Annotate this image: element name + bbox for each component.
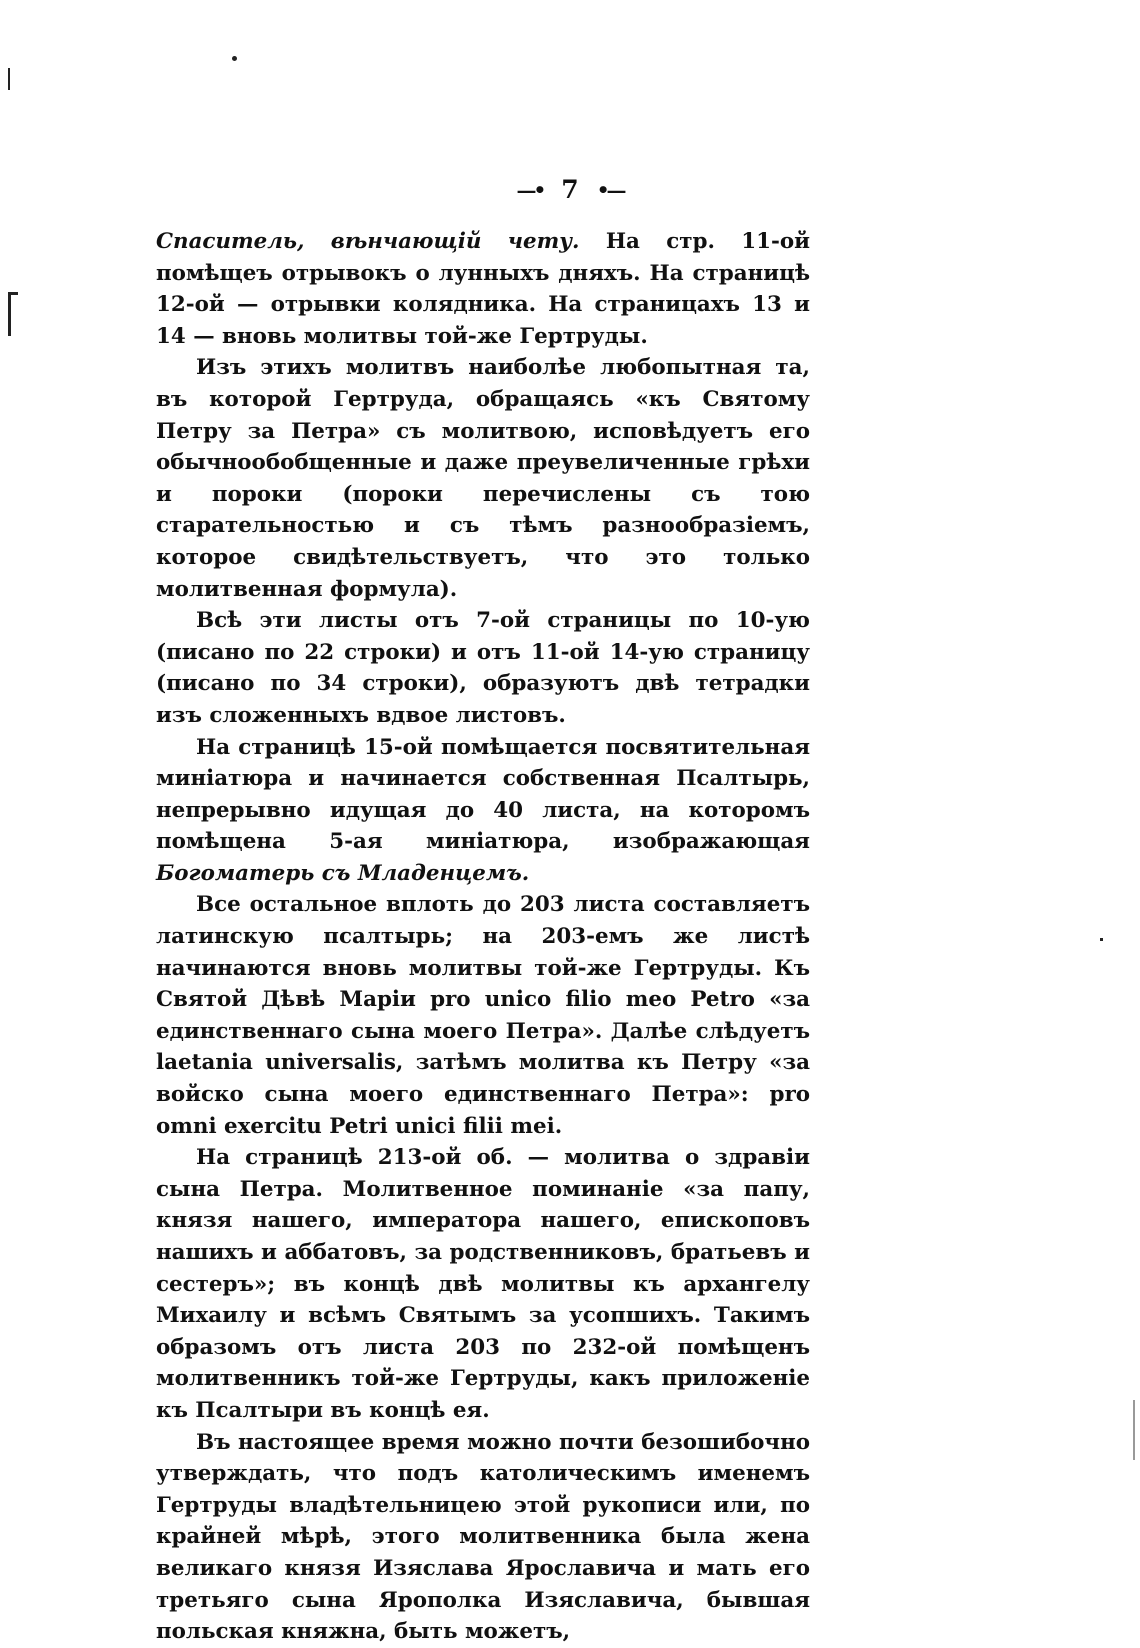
paragraph [156,1427,810,1648]
paragraph-text: Всѣ эти листы отъ 7-ой страницы по 10-ую (писано по 22 строки) и отъ 11-ой 14-ую страницу (писано по 34 строки), образуютъ двѣ тетрадки изъ сложенныхъ вдвое листовъ. [156,608,810,728]
paragraph-text: На страницѣ 15-ой помѣщается посвятительная миніатюра и начинается собственная Псалтырь, непрерывно идущая до 40 листа, на которомъ помѣщена 5-ая миніатюра, изображающая [156,734,810,855]
paragraph [156,1142,810,1426]
paragraph-text: Все остальное вплоть до 203 листа составляетъ латинскую псалтырь; на 203-емъ же листѣ начинаются вновь молитвы той-же Гертруды. Къ Святой Дѣвѣ Маріи pro unico filio meo Petro «за единственнаго сына моего Петра». Далѣе слѣдуетъ laetania universalis, затѣмъ молитва къ Петру «за войско сына моего единственнаго Петра»: pro omni exercitu Petri unici filii mei. [156,892,810,1139]
paragraph [156,732,810,890]
page-number-header [0,168,1140,210]
paragraph-text: Въ настоящее время можно почти безошибочно утверждать, что подъ католическимъ именемъ Гертруды владѣтельницею этой рукописи или, по крайней мѣрѣ, этого молитвенника была жена великаго князя Изяслава Ярославича и мать его третьяго сына Ярополка Изяславича, бывшая польская княжна, быть можетъ, [156,1429,810,1645]
ornament-right: •— [596,177,624,202]
paragraph-text: Изъ этихъ молитвъ наиболѣе любопытная та, въ которой Гертруда, обращаясь «къ Святому Петру за Петра» съ молитвою, исповѣдуетъ его обычнообобщенные и даже преувеличенные грѣхи и пороки (пороки перечислены съ тою старательностью и съ тѣмъ разнообразіемъ, которое свидѣтельствуетъ, что это только молитвенная формула). [156,355,810,602]
paragraph-text: На страницѣ 213-ой об. — молитва о здравіи сына Петра. Молитвенное поминаніе «за папу, князя нашего, императора нашего, епископовъ нашихъ и аббатовъ, за родственниковъ, братьевъ и сестеръ»; въ концѣ двѣ молитвы къ архангелу Михаилу и всѣмъ Святымъ за усопшихъ. Такимъ образомъ отъ листа 203 по 232-ой помѣщенъ молитвенникъ той-же Гертруды, какъ приложеніе къ Псалтыри въ концѣ ея. [156,1145,810,1423]
paragraph-text: На стр. 11-ой помѣщеъ отрывокъ о лунныхъ дняхъ. На страницѣ 12-ой — отрывки колядника. На страницахъ 13 и 14 — вновь молитвы той-же Гертруды. [156,229,810,349]
italic-phrase: Богоматерь съ Младенцемъ. [156,860,530,886]
paragraph [156,226,810,352]
ornament-left: —• [516,177,544,202]
margin-mark [8,68,10,90]
paragraph [156,352,810,605]
margin-mark [8,292,11,336]
margin-mark [232,56,237,61]
paragraph [156,889,810,1142]
margin-mark [8,292,18,295]
page-number: 7 [561,174,579,204]
paragraph [156,605,810,731]
margin-mark [1133,1400,1135,1460]
margin-mark [1100,938,1103,941]
italic-phrase: Спаситель, вѣнчающій чету. [156,229,580,254]
body-text [156,226,810,1648]
